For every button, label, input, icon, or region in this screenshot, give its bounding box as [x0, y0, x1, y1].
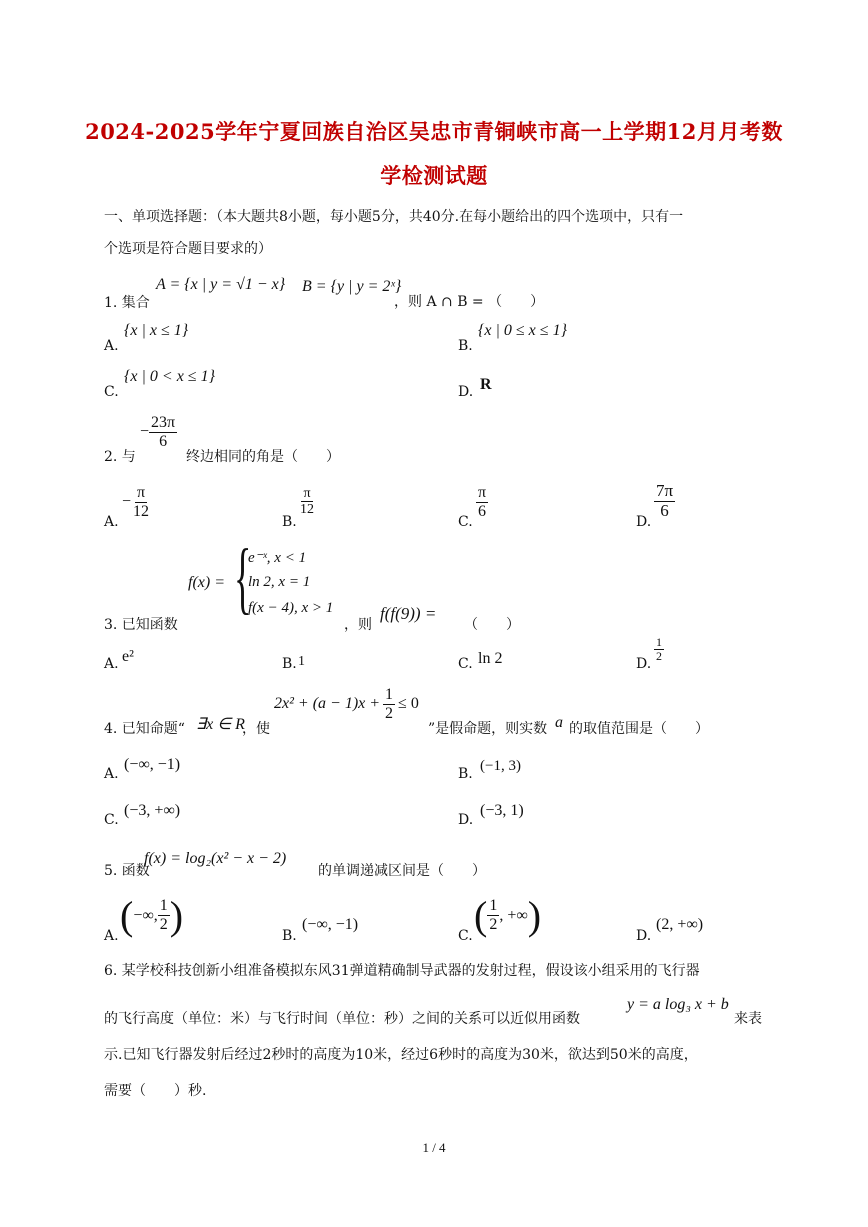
q6-line-2-post: 来表: [734, 1011, 762, 1027]
q1-suffix: ，则 A ∩ B = （ ）: [394, 294, 545, 310]
q4-option-c-label: C.: [104, 812, 119, 828]
q3-option-b-label: B.: [282, 656, 297, 672]
q1-option-c: {x | 0 < x ≤ 1}: [124, 368, 215, 385]
q3-option-a-label: A.: [104, 656, 119, 672]
q5-option-b-label: B.: [282, 928, 297, 944]
q3-suffix-pre: ，则: [344, 617, 372, 633]
q2-option-a-sign: −: [122, 493, 132, 511]
q3-option-c: ln 2: [478, 650, 503, 667]
q5-option-b: (−∞, −1): [302, 916, 359, 933]
q2-angle-num: 23π: [151, 414, 176, 431]
q2-option-b-label: B.: [282, 514, 297, 530]
q5-option-c-post: , +∞: [499, 906, 528, 924]
q1-option-a: {x | x ≤ 1}: [124, 322, 189, 339]
q4-ineq-den: 2: [385, 704, 394, 722]
q2-option-c: [476, 484, 488, 520]
q2-option-d-num: 7π: [656, 481, 674, 500]
q4-option-a-label: A.: [104, 766, 119, 782]
q4-option-a: (−∞, −1): [124, 756, 181, 773]
q2-option-b: [298, 486, 316, 518]
q3-brace: {: [234, 534, 252, 622]
q5-suffix: 的单调递减区间是（ ）: [318, 863, 486, 879]
q5-option-c-label: C.: [458, 928, 473, 944]
q3-fx: f(x) =: [188, 574, 225, 591]
q4-exists: ∃x ∈ R: [196, 716, 245, 733]
q4-var: a: [555, 714, 563, 731]
q2-angle-den: 6: [159, 432, 168, 450]
q2-option-c-num: π: [478, 484, 487, 501]
q3-option-d-den: 2: [656, 649, 662, 664]
q6-line-2-pre: 的飞行高度（单位：米）与飞行时间（单位：秒）之间的关系可以近似用函数: [104, 1011, 580, 1027]
q1-option-b-label: B.: [458, 338, 473, 354]
q2-option-b-num: π: [303, 486, 311, 501]
q2-suffix: 终边相同的角是（ ）: [186, 449, 340, 465]
q5-option-c: ( $\frac{1}{2}$ , +∞ ): [474, 893, 542, 938]
q4-suffix: ”是假命题，则实数: [428, 721, 548, 737]
q1-option-d: R: [480, 376, 492, 393]
q4-option-b-label: B.: [458, 766, 473, 782]
q3-ff: f(f(9)) =: [380, 604, 437, 623]
q5-option-a: ( −∞, $\frac{1}{2}$ ): [120, 893, 184, 938]
section-heading: 一、单项选择题：（本大题共8小题，每小题5分，共40分.在每小题给出的四个选项中，只有一: [104, 209, 684, 225]
q2-option-d-den: 6: [660, 500, 669, 520]
q1-option-c-label: C.: [104, 384, 119, 400]
q4-number: 4. 已知命题“: [104, 721, 185, 737]
q6-line-4: 需要（ ）秒.: [104, 1083, 207, 1099]
q3-option-b: 1: [298, 654, 305, 669]
section-heading-cont: 个选项是符合题目要求的）: [104, 241, 272, 257]
q4-option-d-label: D.: [458, 812, 474, 828]
q4-ineq-post: ≤ 0: [398, 695, 419, 713]
q1-set-b: B = {y | y = 2ˣ}: [302, 278, 402, 295]
q6-line-3: 示.已知飞行器发射后经过2秒时的高度为10米，经过6秒时的高度为30米，欲达到50米的高度，: [104, 1047, 698, 1063]
q5-option-c-num: 1: [489, 897, 498, 915]
q1-number: 1. 集合: [104, 295, 150, 311]
q5-function: f(x) = log₂(x² − x − 2): [144, 850, 287, 867]
q3-case-2: ln 2, x = 1: [248, 574, 311, 590]
q1-option-d-label: D.: [458, 384, 474, 400]
q2-option-a: [122, 484, 151, 520]
q4-ineq-num: 1: [385, 686, 394, 703]
q4-mid: ，使: [242, 721, 270, 737]
page-title-line2: 学检测试题: [380, 163, 488, 188]
q3-option-d: [654, 636, 664, 663]
q2-number: 2. 与: [104, 449, 136, 465]
q4-suffix2: 的取值范围是（ ）: [569, 721, 709, 737]
q3-option-a: e²: [122, 648, 134, 665]
q2-angle-sign: −: [140, 423, 150, 441]
q3-option-c-label: C.: [458, 656, 473, 672]
q4-option-d: (−3, 1): [480, 802, 524, 819]
page-number: 1 / 4: [422, 1140, 446, 1155]
q3-case-3: f(x − 4), x > 1: [248, 600, 334, 616]
q1-option-a-label: A.: [104, 338, 119, 354]
q4-ineq-pre: 2x² + (a − 1)x +: [274, 695, 381, 713]
q5-option-d-label: D.: [636, 928, 652, 944]
q4-inequality: [274, 686, 419, 722]
q4-option-b: (−1, 3): [480, 758, 521, 774]
q2-option-c-den: 6: [478, 502, 487, 520]
q3-option-d-label: D.: [636, 656, 652, 672]
q4-option-c: (−3, +∞): [124, 802, 181, 819]
q3-case-1: e⁻ˣ, x < 1: [248, 550, 307, 566]
q2-option-c-label: C.: [458, 514, 473, 530]
q2-option-b-den: 12: [300, 502, 314, 518]
q2-option-d: [654, 482, 675, 520]
q1-option-b: {x | 0 ≤ x ≤ 1}: [478, 322, 567, 339]
q5-option-a-den: 2: [159, 916, 168, 933]
q2-angle: [140, 414, 177, 450]
q2-option-d-label: D.: [636, 514, 652, 530]
q2-option-a-num: π: [136, 484, 146, 501]
q6-function: y = a log₃ x + b: [627, 996, 729, 1013]
q2-angle-fraction: [149, 414, 177, 450]
q3-number: 3. 已知函数: [104, 617, 178, 633]
q6-line-1: 6. 某学校科技创新小组准备模拟东风31弹道精确制导武器的发射过程，假设该小组采用的飞行器: [104, 963, 700, 979]
page-title-line1: 2024-2025学年宁夏回族自治区吴忠市青铜峡市高一上学期12月月考数: [85, 119, 783, 144]
q5-option-a-label: A.: [104, 928, 119, 944]
q5-option-a-num: 1: [159, 897, 168, 915]
q3-option-d-num: 1: [656, 635, 662, 649]
q5-option-c-den: 2: [489, 916, 498, 933]
q3-suffix: （ ）: [464, 617, 520, 633]
q5-number: 5. 函数: [104, 863, 150, 879]
q2-option-a-den: 12: [133, 502, 150, 520]
q5-option-d: (2, +∞): [656, 916, 704, 933]
q1-set-a: A = {x | y = √1 − x}: [156, 276, 286, 293]
q2-option-a-label: A.: [104, 514, 119, 530]
q5-option-a-pre: −∞,: [133, 906, 158, 924]
